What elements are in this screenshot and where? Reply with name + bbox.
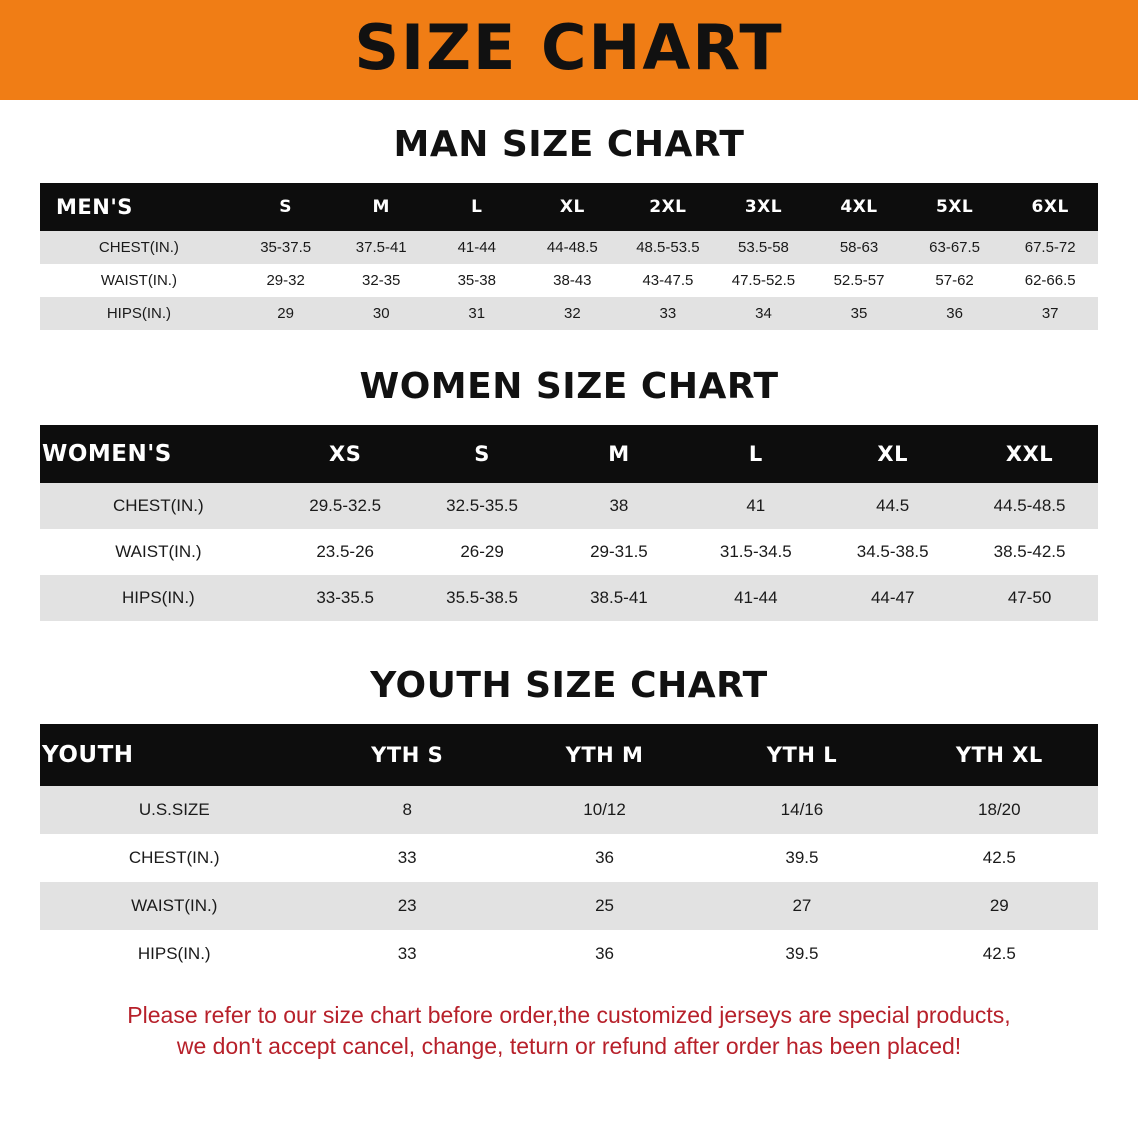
- disclaimer-line-1: Please refer to our size chart before order,the customized jerseys are special products,: [127, 1002, 1011, 1028]
- man-cell: 35: [811, 297, 907, 330]
- youth-header-cell: YTH M: [506, 724, 703, 786]
- women-row-label: WAIST(IN.): [40, 529, 277, 575]
- women-header-cell: S: [414, 425, 551, 483]
- man-cell: 38-43: [525, 264, 621, 297]
- table-row: [40, 483, 1098, 529]
- women-cell: 38.5-41: [551, 575, 688, 621]
- table-row: [40, 930, 1098, 978]
- table-row: [40, 575, 1098, 621]
- youth-cell: 8: [309, 786, 506, 834]
- women-header-cell: XS: [277, 425, 414, 483]
- youth-cell: 33: [309, 930, 506, 978]
- women-cell: 41-44: [687, 575, 824, 621]
- man-cell: 31: [429, 297, 525, 330]
- man-cell: 58-63: [811, 231, 907, 264]
- women-table-body: [40, 483, 1098, 621]
- man-header-cell: 5XL: [907, 183, 1003, 231]
- women-header-cell: L: [687, 425, 824, 483]
- youth-cell: 42.5: [901, 930, 1098, 978]
- banner: [0, 0, 1138, 100]
- man-cell: 52.5-57: [811, 264, 907, 297]
- youth-cell: 27: [703, 882, 900, 930]
- man-row-label: WAIST(IN.): [40, 264, 238, 297]
- youth-row-label: HIPS(IN.): [40, 930, 309, 978]
- youth-table-wrap: [40, 724, 1098, 978]
- man-cell: 44-48.5: [525, 231, 621, 264]
- man-cell: 37: [1002, 297, 1098, 330]
- man-cell: 43-47.5: [620, 264, 716, 297]
- table-row: [40, 264, 1098, 297]
- man-table-head: [40, 183, 1098, 231]
- table-row: [40, 882, 1098, 930]
- man-cell: 41-44: [429, 231, 525, 264]
- man-cell: 36: [907, 297, 1003, 330]
- women-header-cell: M: [551, 425, 688, 483]
- youth-cell: 39.5: [703, 930, 900, 978]
- man-cell: 47.5-52.5: [716, 264, 812, 297]
- youth-table-body: [40, 786, 1098, 978]
- table-row: [40, 297, 1098, 330]
- women-cell: 31.5-34.5: [687, 529, 824, 575]
- man-cell: 35-38: [429, 264, 525, 297]
- women-cell: 32.5-35.5: [414, 483, 551, 529]
- women-table-wrap: [40, 425, 1098, 621]
- man-cell: 37.5-41: [333, 231, 429, 264]
- women-cell: 34.5-38.5: [824, 529, 961, 575]
- man-header-cell: MEN'S: [40, 183, 238, 231]
- youth-cell: 36: [506, 930, 703, 978]
- man-header-cell: L: [429, 183, 525, 231]
- youth-header-cell: YTH XL: [901, 724, 1098, 786]
- youth-cell: 42.5: [901, 834, 1098, 882]
- youth-cell: 29: [901, 882, 1098, 930]
- table-header-row: [40, 425, 1098, 483]
- man-header-cell: S: [238, 183, 334, 231]
- man-cell: 53.5-58: [716, 231, 812, 264]
- women-cell: 38.5-42.5: [961, 529, 1098, 575]
- women-section-title: WOMEN SIZE CHART: [359, 366, 779, 407]
- man-cell: 62-66.5: [1002, 264, 1098, 297]
- youth-cell: 25: [506, 882, 703, 930]
- man-cell: 33: [620, 297, 716, 330]
- women-cell: 33-35.5: [277, 575, 414, 621]
- man-cell: 63-67.5: [907, 231, 1003, 264]
- youth-cell: 33: [309, 834, 506, 882]
- women-row-label: HIPS(IN.): [40, 575, 277, 621]
- table-row: [40, 529, 1098, 575]
- man-table-body: [40, 231, 1098, 330]
- youth-cell: 36: [506, 834, 703, 882]
- table-row: [40, 786, 1098, 834]
- table-row: [40, 834, 1098, 882]
- table-row: [40, 231, 1098, 264]
- man-size-table: [40, 183, 1098, 330]
- man-cell: 32-35: [333, 264, 429, 297]
- women-header-cell: XXL: [961, 425, 1098, 483]
- youth-cell: 23: [309, 882, 506, 930]
- man-header-cell: XL: [525, 183, 621, 231]
- man-cell: 35-37.5: [238, 231, 334, 264]
- man-cell: 57-62: [907, 264, 1003, 297]
- youth-row-label: U.S.SIZE: [40, 786, 309, 834]
- table-header-row: [40, 724, 1098, 786]
- youth-header-cell: YOUTH: [40, 724, 309, 786]
- women-row-label: CHEST(IN.): [40, 483, 277, 529]
- women-header-cell: XL: [824, 425, 961, 483]
- youth-row-label: CHEST(IN.): [40, 834, 309, 882]
- man-cell: 29-32: [238, 264, 334, 297]
- women-cell: 44-47: [824, 575, 961, 621]
- youth-section-title: YOUTH SIZE CHART: [370, 665, 768, 706]
- disclaimer-note: [36, 1000, 1102, 1062]
- women-cell: 41: [687, 483, 824, 529]
- man-cell: 67.5-72: [1002, 231, 1098, 264]
- women-cell: 29-31.5: [551, 529, 688, 575]
- man-header-cell: 3XL: [716, 183, 812, 231]
- man-header-cell: 4XL: [811, 183, 907, 231]
- youth-header-cell: YTH L: [703, 724, 900, 786]
- man-table-wrap: [40, 183, 1098, 330]
- man-cell: 29: [238, 297, 334, 330]
- man-header-cell: 6XL: [1002, 183, 1098, 231]
- women-cell: 44.5-48.5: [961, 483, 1098, 529]
- women-header-cell: WOMEN'S: [40, 425, 277, 483]
- man-section-title: MAN SIZE CHART: [393, 124, 745, 165]
- man-row-label: CHEST(IN.): [40, 231, 238, 264]
- disclaimer-line-2: we don't accept cancel, change, teturn or refund after order has been placed!: [176, 1033, 962, 1060]
- youth-cell: 39.5: [703, 834, 900, 882]
- man-row-label: HIPS(IN.): [40, 297, 238, 330]
- man-cell: 32: [525, 297, 621, 330]
- youth-table-head: [40, 724, 1098, 786]
- women-cell: 23.5-26: [277, 529, 414, 575]
- man-cell: 30: [333, 297, 429, 330]
- man-cell: 48.5-53.5: [620, 231, 716, 264]
- women-table-head: [40, 425, 1098, 483]
- youth-cell: 14/16: [703, 786, 900, 834]
- women-cell: 35.5-38.5: [414, 575, 551, 621]
- women-cell: 38: [551, 483, 688, 529]
- women-cell: 47-50: [961, 575, 1098, 621]
- man-cell: 34: [716, 297, 812, 330]
- youth-cell: 18/20: [901, 786, 1098, 834]
- table-header-row: [40, 183, 1098, 231]
- man-header-cell: M: [333, 183, 429, 231]
- youth-header-cell: YTH S: [309, 724, 506, 786]
- women-cell: 26-29: [414, 529, 551, 575]
- youth-cell: 10/12: [506, 786, 703, 834]
- women-cell: 29.5-32.5: [277, 483, 414, 529]
- women-size-table: [40, 425, 1098, 621]
- women-cell: 44.5: [824, 483, 961, 529]
- banner-title: SIZE CHART: [354, 11, 784, 84]
- youth-size-table: [40, 724, 1098, 978]
- youth-row-label: WAIST(IN.): [40, 882, 309, 930]
- man-header-cell: 2XL: [620, 183, 716, 231]
